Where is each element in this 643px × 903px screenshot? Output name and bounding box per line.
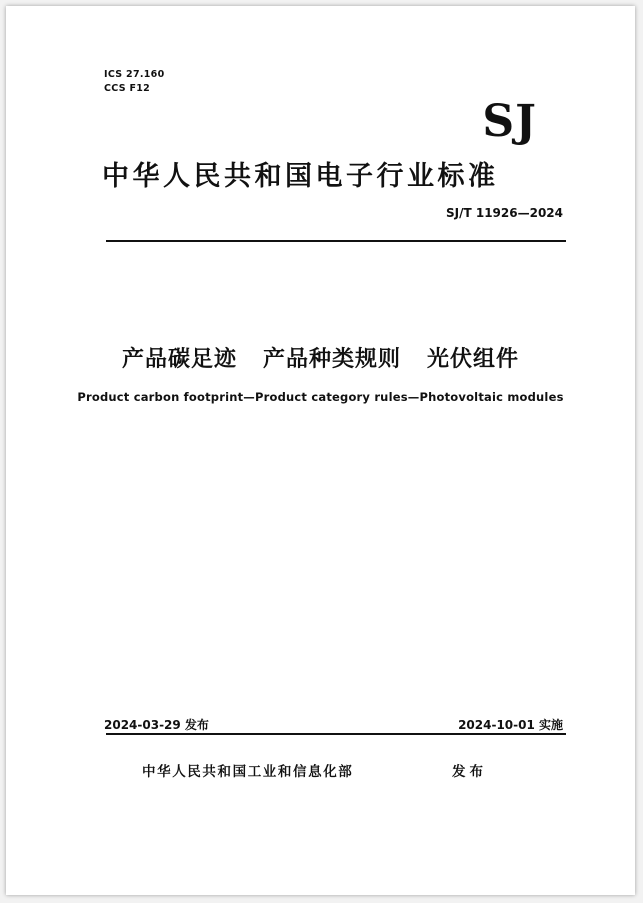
top-divider — [106, 240, 566, 242]
ccs-code: CCS F12 — [104, 83, 151, 94]
issuing-verb: 发布 — [452, 764, 487, 780]
ics-code: ICS 27.160 — [104, 69, 165, 80]
implementation-date: 2024-10-01 实施 — [458, 718, 563, 732]
document-page — [6, 6, 635, 895]
standard-number: SJ/T 11926—2024 — [446, 206, 563, 220]
bottom-divider — [106, 733, 566, 735]
issuing-authority: 中华人民共和国工业和信息化部 — [142, 764, 354, 780]
document-title-chinese: 产品碳足迹 产品种类规则 光伏组件 — [122, 347, 519, 372]
document-title-english: Product carbon footprint—Product category rules—Photovoltaic modules — [77, 390, 564, 404]
sj-logo: SJ — [482, 96, 537, 147]
issue-date: 2024-03-29 发布 — [104, 718, 209, 732]
classification-block — [104, 68, 165, 96]
standard-type-title: 中华人民共和国电子行业标准 — [102, 161, 499, 192]
